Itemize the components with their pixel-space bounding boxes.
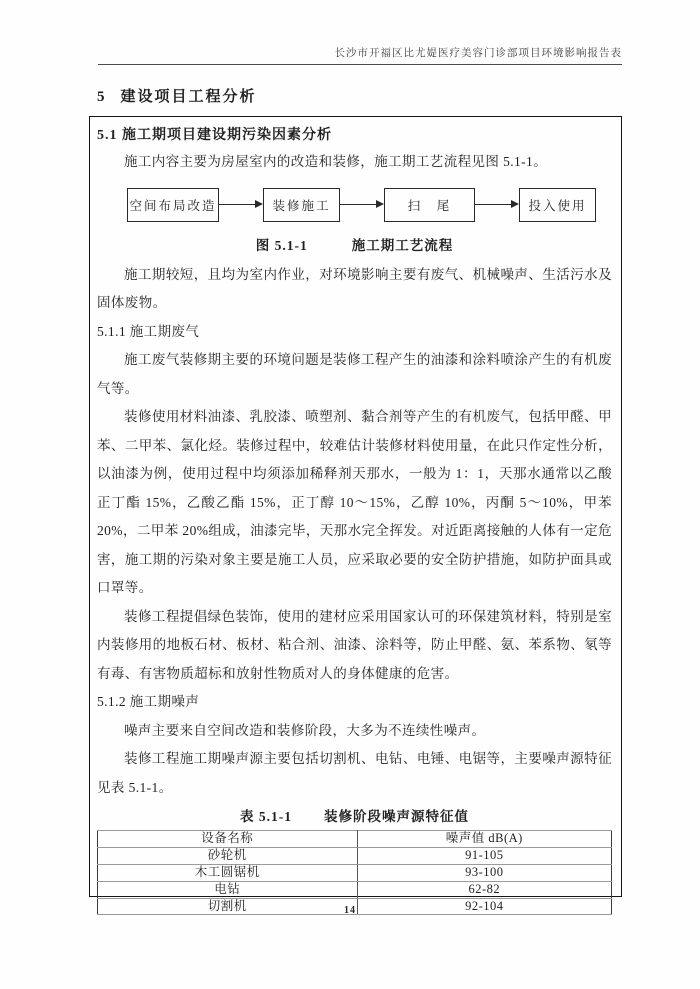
section-5-1-heading: 5.1 施工期项目建设期污染因素分析 — [97, 128, 332, 143]
noise-source-table — [97, 830, 612, 915]
noise-value-cell: 93-100 — [357, 864, 611, 881]
flow-step-layout-renovation: 空间布局改造 — [127, 188, 219, 222]
paragraph-noise-2: 装修工程施工期噪声源主要包括切割机、电钻、电锤、电锯等，主要噪声源特征见表 5.1-1。 — [97, 751, 612, 795]
figure-title: 施工期工艺流程 — [351, 237, 454, 253]
device-name-cell: 电钻 — [98, 881, 358, 898]
paragraph-intro: 施工内容主要为房屋室内的改造和装修，施工期工艺流程见图 5.1-1。 — [124, 154, 548, 169]
figure-label: 图 5.1-1 — [255, 237, 308, 253]
paragraph-waste-gas-1: 施工废气装修期主要的环境问题是装修工程产生的油漆和涂料喷涂产生的有机废气等。 — [97, 352, 612, 396]
section-5-1-2-heading: 5.1.2 施工期噪声 — [97, 694, 200, 709]
arrow-right-icon — [340, 204, 376, 205]
construction-flowchart — [127, 188, 612, 222]
table-label: 表 5.1-1 — [240, 809, 292, 824]
table-row — [98, 847, 612, 864]
table-caption — [97, 806, 612, 827]
table-header-row — [98, 831, 612, 848]
paragraph-waste-gas-2: 装修使用材料油漆、乳胶漆、喷塑剂、黏合剂等产生的有机废气，包括甲醛、甲苯、二甲苯、氯化烃。装修过程中，较难估计装修材料使用量，在此只作定性分析，以油漆为例，使用过程中均须添加稀释剂天那水，一般为 1：1，天那水通常以乙酸正丁酯 15%，乙酸乙酯 15%，正丁醇 10～15%，乙醇 10%，丙酮 5～10%，甲苯 20%，二甲苯 20%组成，油漆完毕，天那水完全挥发。对近距离接触的人体有一定危害，施工期的污染对象主要是施工人员，应采取必要的安全防护措施，如防护面具或口罩等。 — [97, 409, 612, 595]
noise-value-cell: 91-105 — [357, 847, 611, 864]
paragraph-duration: 施工期较短，且均为室内作业，对环境影响主要有废气、机械噪声、生活污水及固体废物。 — [97, 266, 612, 310]
flow-step-cleanup: 扫 尾 — [384, 188, 475, 222]
paragraph-waste-gas-3: 装修工程提倡绿色装饰，使用的建材应采用国家认可的环保建筑材料，特别是室内装修用的地板石材、板材、粘合剂、油漆、涂料等，防止甲醛、氨、苯系物、氡等有毒、有害物质超标和放射性物质对人的身体健康的危害。 — [97, 608, 612, 681]
section-5-1-1-heading: 5.1.1 施工期废气 — [97, 323, 200, 339]
table-row — [98, 864, 612, 881]
arrow-right-icon — [475, 204, 511, 205]
flow-step-decoration: 装修施工 — [263, 188, 340, 222]
arrow-right-icon — [219, 204, 255, 205]
section-5-title: 建设项目工程分析 — [120, 89, 257, 105]
header-rule — [98, 64, 622, 65]
flow-step-put-into-use: 投入使用 — [519, 188, 596, 222]
device-name-cell: 木工圆锯机 — [98, 864, 358, 881]
section-5-number: 5 — [97, 89, 105, 105]
device-name-cell: 切割机 — [98, 898, 358, 915]
table-header-device: 设备名称 — [98, 831, 358, 848]
section-5-heading — [97, 85, 700, 106]
paragraph-noise-1: 噪声主要来自空间改造和装修阶段，大多为不连续性噪声。 — [124, 722, 486, 738]
figure-caption — [97, 235, 612, 257]
table-title: 装修阶段噪声源特征值 — [324, 809, 469, 824]
report-header-title: 长沙市开福区比尤媞医疗美容门诊部项目环境影响报告表 — [334, 48, 622, 59]
noise-value-cell: 92-104 — [357, 898, 611, 915]
table-row — [98, 881, 612, 898]
page-number: 14 — [344, 905, 356, 916]
device-name-cell: 砂轮机 — [98, 847, 358, 864]
table-header-value: 噪声值 dB(A) — [357, 831, 611, 848]
noise-value-cell: 62-82 — [357, 881, 611, 898]
